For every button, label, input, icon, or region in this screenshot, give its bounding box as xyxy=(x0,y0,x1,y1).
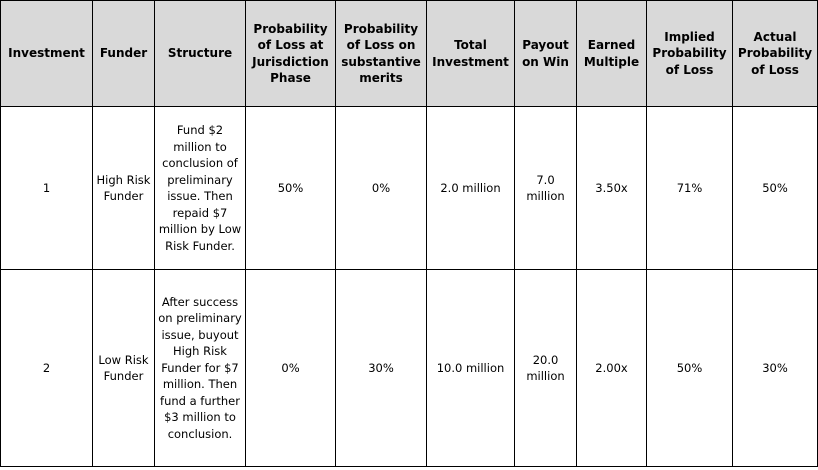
cell-earned-multiple: 3.50x xyxy=(577,107,647,270)
cell-prob-loss-jurisdiction: 0% xyxy=(246,270,336,467)
cell-payout-on-win: 7.0 million xyxy=(515,107,577,270)
cell-implied-prob-loss: 71% xyxy=(647,107,733,270)
header-prob-loss-jurisdiction: Probability of Loss at Jurisdiction Phase xyxy=(246,1,336,107)
table-row xyxy=(1,270,818,467)
cell-total-investment: 10.0 million xyxy=(427,270,515,467)
table-header-row xyxy=(1,1,818,107)
cell-prob-loss-jurisdiction: 50% xyxy=(246,107,336,270)
cell-earned-multiple: 2.00x xyxy=(577,270,647,467)
header-prob-loss-merits: Probability of Loss on substantive merits xyxy=(336,1,427,107)
header-earned-multiple: Earned Multiple xyxy=(577,1,647,107)
header-structure: Structure xyxy=(155,1,246,107)
header-investment: Investment xyxy=(1,1,93,107)
cell-prob-loss-merits: 0% xyxy=(336,107,427,270)
header-total-investment: Total Investment xyxy=(427,1,515,107)
header-funder: Funder xyxy=(93,1,155,107)
header-payout-on-win: Payout on Win xyxy=(515,1,577,107)
cell-funder: Low Risk Funder xyxy=(93,270,155,467)
cell-total-investment: 2.0 million xyxy=(427,107,515,270)
cell-structure: After success on preliminary issue, buyout High Risk Funder for $7 million. Then fund a further $3 million to conclusion. xyxy=(155,270,246,467)
cell-prob-loss-merits: 30% xyxy=(336,270,427,467)
cell-implied-prob-loss: 50% xyxy=(647,270,733,467)
cell-structure: Fund $2 million to conclusion of preliminary issue. Then repaid $7 million by Low Risk Funder. xyxy=(155,107,246,270)
cell-investment: 1 xyxy=(1,107,93,270)
table-row xyxy=(1,107,818,270)
header-actual-prob-loss: Actual Probability of Loss xyxy=(733,1,818,107)
cell-actual-prob-loss: 30% xyxy=(733,270,818,467)
cell-payout-on-win: 20.0 million xyxy=(515,270,577,467)
cell-actual-prob-loss: 50% xyxy=(733,107,818,270)
header-implied-prob-loss: Implied Probability of Loss xyxy=(647,1,733,107)
cell-funder: High Risk Funder xyxy=(93,107,155,270)
cell-investment: 2 xyxy=(1,270,93,467)
